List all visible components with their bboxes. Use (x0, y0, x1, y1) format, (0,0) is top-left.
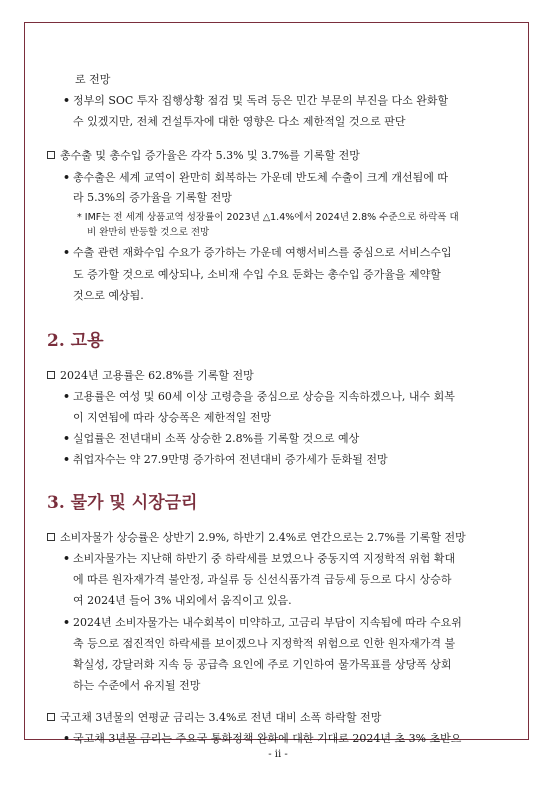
text-line: 축 등으로 점진적인 하락세를 보이겠으나 지정학적 위험으로 인한 원자재가격 불 (73, 637, 456, 650)
text-line: 국고채 3년물 금리는 주요국 통화정책 완화에 대한 기대로 2024년 초 3% 초반으 (73, 732, 462, 745)
text-line: 에 따른 원자재가격 불안정, 과실류 등 신선식품가격 급등세 등으로 다시 상승하 (73, 573, 452, 586)
bullet-marker: • (63, 616, 71, 629)
bullet-marker: • (63, 94, 71, 107)
footnote-line: * IMF는 전 세계 상품교역 성장률이 2023년 △1.4%에서 2024년 2.8% 수준으로 하락폭 대 (77, 212, 459, 223)
bullet-employment-rate (63, 390, 455, 404)
text-line: 수 있겠지만, 전체 건설투자에 대한 영향은 다소 제한적일 것으로 판단 (73, 115, 406, 128)
text-line: 하는 수준에서 유지될 전망 (73, 679, 201, 692)
text-line: 여 2024년 들어 3% 내외에서 움직이고 있음. (73, 594, 292, 607)
square-bullet-icon (47, 533, 55, 541)
square-bullet-icon (47, 151, 55, 159)
bullet-marker: • (63, 390, 71, 403)
bullet-marker: • (63, 171, 71, 184)
section-heading-trade (47, 149, 360, 163)
heading-text: 2024년 고용률은 62.8%를 기록할 전망 (60, 369, 254, 382)
bullet-cpi (63, 552, 455, 566)
bullet-bond-yield (63, 732, 461, 746)
text-line: 소비자물가는 지난해 하반기 중 하락세를 보였으나 중동지역 지정학적 위험 확대 (73, 552, 456, 565)
text-line: 2024년 소비자물가는 내수회복이 미약하고, 고금리 부담이 지속됨에 따라 수요위 (73, 616, 462, 629)
bullet-cpi-2024 (63, 616, 462, 630)
text-line: 고용률은 여성 및 60세 이상 고령층을 중심으로 상승을 지속하겠으나, 내수 회복 (73, 390, 455, 403)
bullet-soc (63, 94, 448, 108)
text-line: 정부의 SOC 투자 집행상황 점검 및 독려 등은 민간 부문의 부진을 다소 완화할 (73, 94, 449, 107)
text-line: 로 전망 (75, 73, 111, 86)
bullet-marker: • (63, 432, 71, 445)
text-line: 것으로 예상됨. (73, 289, 144, 302)
bullet-marker: • (63, 552, 71, 565)
text-line: 이 지연됨에 따라 상승폭은 제한적일 전망 (73, 411, 272, 424)
bullet-marker: • (63, 246, 71, 259)
section-heading-employment (47, 369, 254, 383)
square-bullet-icon (47, 371, 55, 379)
section-heading-prices (47, 531, 466, 545)
footnote-line: 비 완만히 반등할 것으로 전망 (87, 227, 210, 238)
bullet-employed (63, 453, 388, 467)
text-line: 라 5.3%의 증가율을 기록할 전망 (73, 191, 232, 204)
page-number: - ii - (268, 749, 288, 760)
text-line: 실업률은 전년대비 소폭 상승한 2.8%를 기록할 것으로 예상 (73, 432, 360, 445)
text-line: 도 증가할 것으로 예상되나, 소비재 수입 수요 둔화는 총수입 증가율을 제약할 (73, 268, 441, 281)
bullet-exports (63, 171, 448, 185)
section-title-employment: 2. 고용 (47, 331, 104, 351)
heading-text: 소비자물가 상승률은 상반기 2.9%, 하반기 2.4%로 연간으로는 2.7%를 기록할 전망 (60, 531, 466, 544)
section-title-prices: 3. 물가 및 시장금리 (47, 493, 198, 513)
text-line: 수출 관련 재화수입 수요가 증가하는 가운데 여행서비스를 중심으로 서비스수입 (73, 246, 452, 259)
text-line: 취업자수는 약 27.9만명 증가하여 전년대비 증가세가 둔화될 전망 (73, 453, 388, 466)
section-heading-rates (47, 711, 381, 725)
bullet-marker: • (63, 453, 71, 466)
bullet-marker: • (63, 732, 71, 745)
text-line: 총수출은 세계 교역이 완만히 회복하는 가운데 반도체 수출이 크게 개선됨에 따 (73, 171, 448, 184)
square-bullet-icon (47, 713, 55, 721)
text-line: 확실성, 강달러화 지속 등 공급측 요인에 주로 기인하여 물가목표를 상당폭 상회 (73, 658, 452, 671)
heading-text: 총수출 및 총수입 증가율은 각각 5.3% 및 3.7%를 기록할 전망 (60, 149, 360, 162)
bullet-unemployment (63, 432, 359, 446)
bullet-imports (63, 246, 452, 260)
heading-text: 국고채 3년물의 연평균 금리는 3.4%로 전년 대비 소폭 하락할 전망 (60, 711, 382, 724)
